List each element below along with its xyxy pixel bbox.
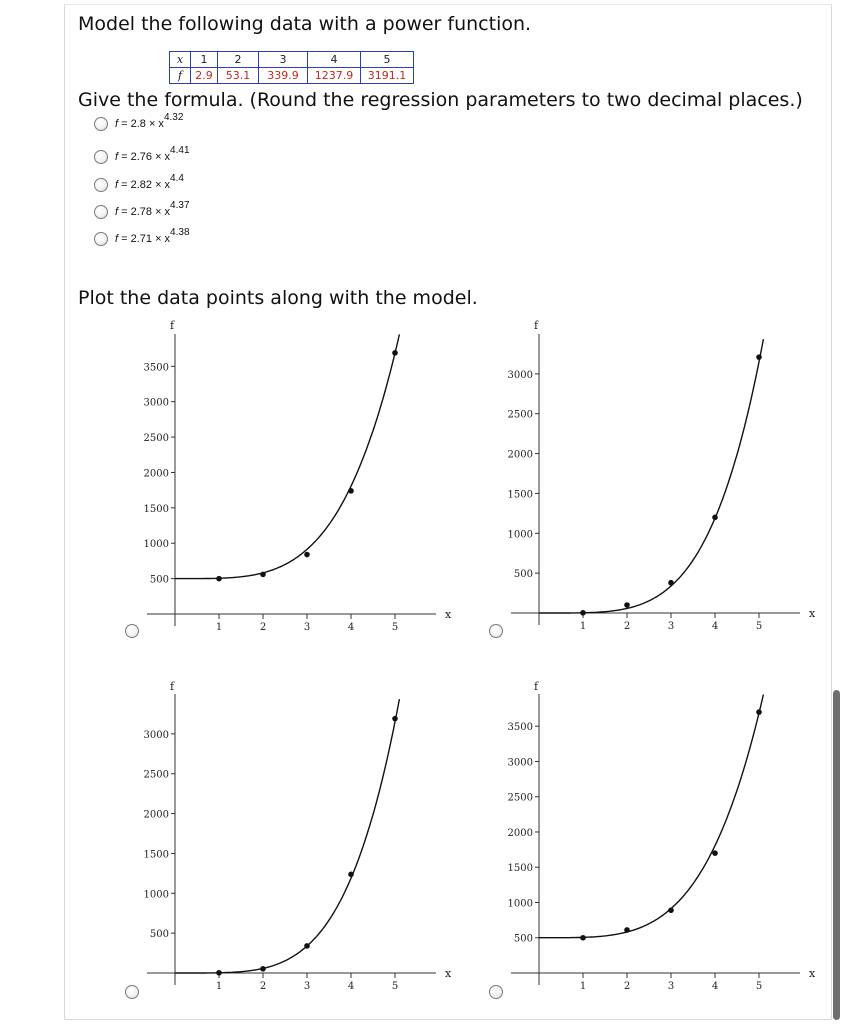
- formula-text: $f = 2.78 \times x^{4.37}$: [115, 200, 190, 218]
- y-tick-label: 3000: [143, 397, 169, 409]
- formula-option-1[interactable]: [94, 112, 184, 133]
- x-tick-label: 3: [303, 622, 311, 633]
- y-tick-label: 2000: [507, 449, 533, 461]
- y-tick-label: 2000: [507, 827, 533, 839]
- x-axis-label: x: [445, 967, 452, 980]
- x-row: [170, 52, 414, 68]
- plot-option-1-radio[interactable]: [125, 624, 139, 638]
- y-tick-label: 500: [149, 929, 169, 941]
- scrollbar-thumb[interactable]: [833, 690, 840, 1020]
- formula-text: $f = 2.82 \times x^{4.4}$: [115, 173, 184, 191]
- x-tick-label: 1: [579, 621, 587, 632]
- formula-text: $f = 2.76 \times x^{4.41}$: [115, 145, 190, 163]
- y-tick-label: 2000: [143, 468, 169, 480]
- y-axis-label: f: [169, 680, 175, 693]
- y-tick-label: 1000: [507, 529, 533, 541]
- x-tick-label: 1: [579, 981, 587, 992]
- x-tick-label: 2: [623, 981, 631, 992]
- x-header: x: [170, 52, 191, 68]
- formula-prompt: Give the formula. (Round the regression parameters to two decimal places.): [78, 89, 803, 111]
- x-tick-label: 5: [391, 981, 399, 992]
- formula-option-2[interactable]: [94, 145, 190, 166]
- y-tick-label: 1000: [143, 889, 169, 901]
- formula-option-5[interactable]: [94, 227, 190, 248]
- y-tick-label: 3000: [143, 729, 169, 741]
- x-tick-label: 1: [215, 622, 223, 633]
- radio-button[interactable]: [94, 232, 108, 246]
- formula-text: $f = 2.8 \times x^{4.32}$: [115, 112, 184, 130]
- formula-text: $f = 2.71 \times x^{4.38}$: [115, 227, 190, 245]
- x-tick-label: 5: [755, 981, 763, 992]
- question-prompt: Model the following data with a power function.: [78, 13, 532, 35]
- x-tick-label: 3: [303, 981, 311, 992]
- x-tick-label: 2: [259, 622, 267, 633]
- y-tick-label: 1500: [507, 863, 533, 875]
- formula-option-4[interactable]: [94, 200, 190, 221]
- y-axis-label: f: [533, 680, 539, 693]
- plot-option-4-radio[interactable]: [489, 985, 503, 999]
- x-tick-label: 3: [667, 981, 675, 992]
- f-value: 2.9: [191, 68, 218, 84]
- x-tick-label: 2: [259, 981, 267, 992]
- y-tick-label: 3000: [507, 369, 533, 381]
- f-row: [170, 68, 414, 84]
- x-tick-label: 2: [623, 621, 631, 632]
- x-tick-label: 1: [215, 981, 223, 992]
- x-axis-label: x: [445, 608, 452, 621]
- y-tick-label: 1500: [507, 489, 533, 501]
- plot-prompt: Plot the data points along with the model.: [78, 287, 478, 309]
- plot-option-2-radio[interactable]: [489, 624, 503, 638]
- f-value: 339.9: [259, 68, 308, 84]
- y-tick-label: 2500: [507, 409, 533, 421]
- radio-button[interactable]: [94, 178, 108, 192]
- f-header: f: [170, 68, 191, 84]
- plot-option-3-radio[interactable]: [125, 985, 139, 999]
- x-axis-label: x: [809, 607, 816, 620]
- x-tick-label: 4: [347, 981, 355, 992]
- y-tick-label: 1500: [143, 503, 169, 515]
- x-axis-label: x: [809, 967, 816, 980]
- formula-option-3[interactable]: [94, 173, 184, 194]
- radio-button[interactable]: [94, 117, 108, 131]
- y-tick-label: 3000: [507, 757, 533, 769]
- x-value: 2: [218, 52, 259, 68]
- y-tick-label: 500: [513, 569, 533, 581]
- y-tick-label: 1000: [507, 898, 533, 910]
- radio-button[interactable]: [94, 150, 108, 164]
- data-table: [169, 51, 414, 84]
- x-tick-label: 4: [711, 621, 719, 632]
- x-value: 4: [308, 52, 361, 68]
- x-value: 3: [259, 52, 308, 68]
- f-value: 3191.1: [361, 68, 414, 84]
- x-value: 1: [191, 52, 218, 68]
- y-tick-label: 500: [513, 933, 533, 945]
- y-axis-label: f: [533, 319, 539, 332]
- x-tick-label: 3: [667, 621, 675, 632]
- y-tick-label: 2500: [143, 769, 169, 781]
- y-tick-label: 3500: [143, 362, 169, 374]
- y-tick-label: 2500: [507, 792, 533, 804]
- y-tick-label: 500: [149, 574, 169, 586]
- f-value: 1237.9: [308, 68, 361, 84]
- y-tick-label: 2000: [143, 809, 169, 821]
- x-tick-label: 5: [755, 621, 763, 632]
- f-value: 53.1: [218, 68, 259, 84]
- y-tick-label: 1500: [143, 849, 169, 861]
- y-axis-label: f: [169, 319, 175, 332]
- y-tick-label: 3500: [507, 722, 533, 734]
- x-tick-label: 4: [347, 622, 355, 633]
- y-tick-label: 2500: [143, 433, 169, 445]
- x-tick-label: 4: [711, 981, 719, 992]
- x-value: 5: [361, 52, 414, 68]
- x-tick-label: 5: [391, 622, 399, 633]
- radio-button[interactable]: [94, 205, 108, 219]
- y-tick-label: 1000: [143, 539, 169, 551]
